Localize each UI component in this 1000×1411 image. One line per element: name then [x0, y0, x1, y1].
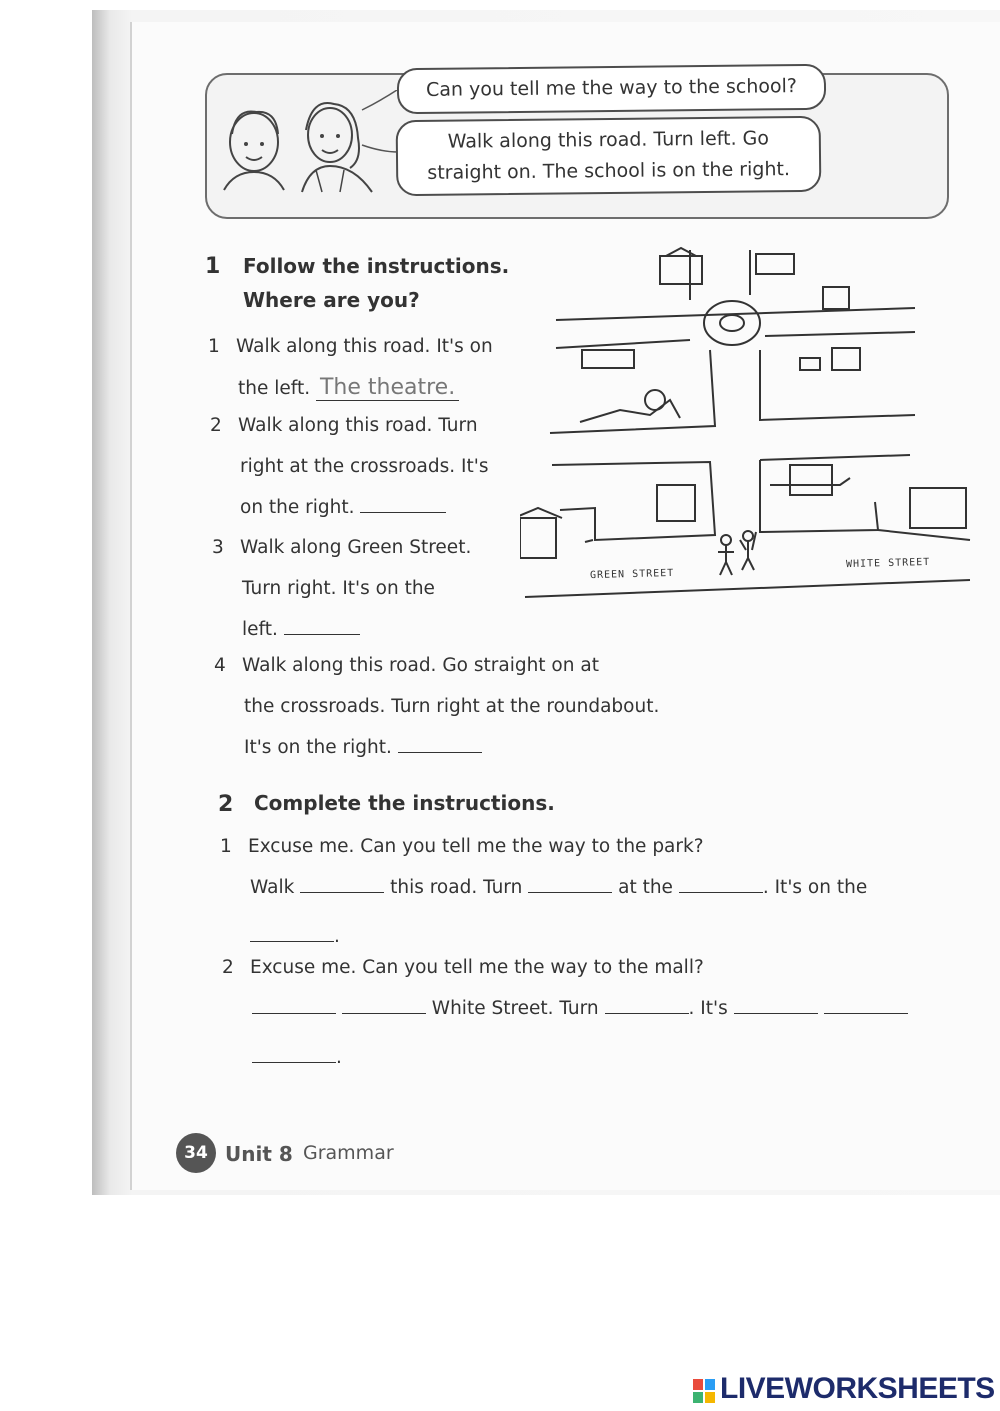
- item-text: the left.: [238, 378, 311, 399]
- item-text: Turn right. It's on the: [242, 578, 435, 599]
- item-text: It's on the right.: [244, 737, 392, 758]
- white-street-label: WHITE STREET: [845, 556, 931, 571]
- building: [790, 465, 832, 495]
- answer-blank[interactable]: [605, 1012, 689, 1014]
- exercise-2-item-1: [220, 826, 940, 957]
- road-edge: [556, 308, 915, 320]
- item-number: 3: [212, 537, 224, 558]
- item-number: 4: [214, 655, 226, 676]
- unit-label: Unit 8: [225, 1142, 293, 1166]
- answer-blank[interactable]: [528, 891, 612, 893]
- item-text: . It's: [688, 998, 728, 1019]
- item-number: 2: [210, 415, 222, 436]
- exercise-1-item-1: [208, 326, 528, 409]
- building: [756, 254, 794, 274]
- bank-building: [520, 518, 556, 558]
- street-map: [520, 240, 980, 610]
- item-question: Excuse me. Can you tell me the way to the park?: [248, 836, 704, 857]
- item-text: at the: [618, 877, 673, 898]
- exercise-1-item-2: [210, 405, 530, 528]
- road-edge: [556, 340, 690, 348]
- question-bubble: [397, 64, 826, 114]
- exercise-1-title: [243, 249, 509, 317]
- person: [721, 535, 731, 545]
- exercise-1-item-4: [214, 645, 734, 768]
- answer-blank[interactable]: [398, 751, 482, 753]
- answer-blank[interactable]: [252, 1012, 336, 1014]
- item-number: 1: [208, 336, 220, 357]
- section-label: Grammar: [303, 1142, 394, 1164]
- item-number: 2: [222, 957, 234, 978]
- item-text: Walk along Green Street.: [240, 537, 472, 558]
- item-text: Walk along this road. Turn: [238, 415, 478, 436]
- item-text: Walk along this road. Go straight on at: [242, 655, 599, 676]
- exercise-1-number: 1: [205, 254, 221, 279]
- building: [657, 485, 695, 521]
- exercise-1-item-3: [212, 527, 532, 650]
- exercise-1-title-line1: Follow the instructions.: [243, 254, 510, 278]
- answer-bubble: [396, 116, 822, 196]
- block-edge: [760, 455, 910, 460]
- answer-blank[interactable]: [679, 891, 763, 893]
- answer-blank[interactable]: [300, 891, 384, 893]
- exercise-2-item-2: [222, 947, 942, 1078]
- page-number-badge: 34: [176, 1133, 216, 1173]
- liveworksheets-logo-icon: [692, 1378, 716, 1404]
- answer-text-line2: straight on. The school is on the right.: [427, 158, 791, 184]
- green-street-label: GREEN STREET: [589, 567, 675, 582]
- block-edge: [550, 350, 715, 433]
- answer-blank[interactable]: [284, 633, 360, 635]
- answer-blank[interactable]: [734, 1012, 818, 1014]
- answer-blank[interactable]: [252, 1061, 336, 1063]
- exercise-2-title: Complete the instructions.: [254, 791, 555, 815]
- item-text: .: [336, 1047, 342, 1068]
- exercise-2-number: 2: [218, 792, 234, 817]
- roundabout: [704, 301, 760, 345]
- item-text: . It's on the: [762, 877, 868, 898]
- roundabout-center: [720, 315, 744, 331]
- answer-blank[interactable]: [824, 1012, 908, 1014]
- item-number: 1: [220, 836, 232, 857]
- item-text: left.: [242, 619, 278, 640]
- item-text: Walk: [250, 877, 295, 898]
- exercise-1-title-line2: Where are you?: [243, 288, 420, 312]
- fire-station-building: [832, 348, 860, 370]
- answer-blank[interactable]: [360, 511, 446, 513]
- theatre-building: [660, 256, 702, 284]
- item-text: .: [334, 926, 340, 947]
- block-edge: [760, 350, 915, 420]
- answer-blank[interactable]: [342, 1012, 426, 1014]
- building: [910, 488, 966, 528]
- person: [743, 531, 753, 541]
- road-edge: [525, 580, 970, 597]
- item-text: right at the crossroads. It's: [240, 456, 489, 477]
- answer-text-line1: Walk along this road. Turn left. Go: [447, 127, 770, 153]
- block-edge: [552, 462, 715, 540]
- item-text: this road. Turn: [390, 877, 523, 898]
- children-illustration: [212, 90, 402, 205]
- item-text: Walk along this road. It's on: [236, 336, 493, 357]
- item-text: on the right.: [240, 497, 355, 518]
- question-text: Can you tell me the way to the school?: [425, 75, 798, 101]
- item-text: the crossroads. Turn right at the roundabout.: [244, 696, 660, 717]
- school-building: [823, 287, 849, 309]
- item-text: White Street. Turn: [431, 998, 599, 1019]
- item-question: Excuse me. Can you tell me the way to the mall?: [250, 957, 704, 978]
- liveworksheets-watermark: LIVEWORKSHEETS: [720, 1372, 995, 1405]
- mall-building: [582, 350, 634, 368]
- answer-field-filled[interactable]: The theatre.: [316, 375, 459, 401]
- road-edge: [765, 332, 915, 336]
- answer-blank[interactable]: [250, 940, 334, 942]
